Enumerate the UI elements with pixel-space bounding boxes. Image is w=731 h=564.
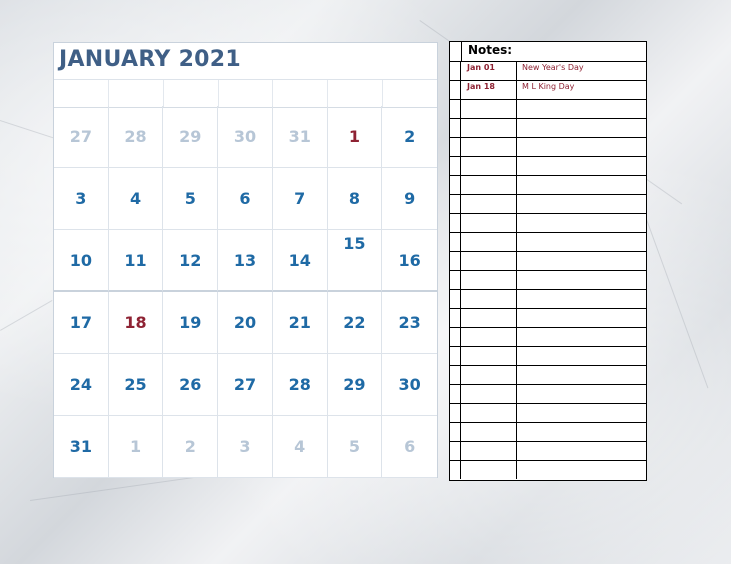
- calendar-day-cell[interactable]: 22: [328, 292, 383, 354]
- notes-row-gutter: [450, 271, 461, 289]
- notes-row-gutter: [450, 81, 461, 99]
- notes-row-gutter: [450, 176, 461, 194]
- notes-text-cell[interactable]: [517, 347, 646, 365]
- calendar-day-cell[interactable]: 29: [328, 354, 383, 416]
- notes-text-cell[interactable]: [517, 328, 646, 346]
- notes-date-cell[interactable]: [461, 404, 517, 422]
- paper-crease: [639, 200, 708, 388]
- calendar-day-cell[interactable]: 15: [328, 230, 383, 292]
- notes-row-gutter: [450, 309, 461, 327]
- notes-text-cell[interactable]: M L King Day: [522, 82, 575, 91]
- notes-panel: [449, 41, 647, 481]
- calendar-day-cell[interactable]: 31: [273, 106, 328, 168]
- calendar-day-cell[interactable]: 3: [54, 168, 109, 230]
- notes-text-cell[interactable]: [517, 138, 646, 156]
- notes-row[interactable]: [450, 403, 646, 422]
- notes-text-cell[interactable]: [517, 385, 646, 403]
- notes-row-gutter: [450, 119, 461, 137]
- calendar-day-cell[interactable]: 7: [273, 168, 328, 230]
- notes-text-cell[interactable]: [517, 271, 646, 289]
- calendar-day-cell[interactable]: 16: [382, 230, 437, 292]
- notes-date-cell[interactable]: [461, 328, 517, 346]
- calendar-day-cell[interactable]: 28: [273, 354, 328, 416]
- notes-row-gutter: [450, 138, 461, 156]
- notes-row[interactable]: [450, 384, 646, 403]
- calendar-title: JANUARY 2021: [59, 47, 241, 72]
- notes-row[interactable]: [450, 137, 646, 156]
- notes-text-cell[interactable]: [517, 252, 646, 270]
- notes-date-cell[interactable]: Jan 01: [461, 62, 517, 80]
- notes-row-gutter: [450, 404, 461, 422]
- calendar-day-cell[interactable]: 1: [328, 106, 383, 168]
- notes-text-cell[interactable]: [517, 309, 646, 327]
- notes-text-cell[interactable]: [517, 214, 646, 232]
- notes-date-cell[interactable]: [461, 119, 517, 137]
- calendar-day-cell[interactable]: 18: [109, 292, 164, 354]
- notes-row[interactable]: [450, 61, 646, 80]
- weekday-header-cell: [164, 80, 219, 107]
- calendar-day-cell[interactable]: 13: [218, 230, 273, 292]
- calendar-day-cell[interactable]: 21: [273, 292, 328, 354]
- notes-date-cell[interactable]: [461, 252, 517, 270]
- notes-date-cell[interactable]: [461, 385, 517, 403]
- notes-date-cell[interactable]: [461, 157, 517, 175]
- notes-row[interactable]: [450, 156, 646, 175]
- notes-text-cell[interactable]: [517, 157, 646, 175]
- calendar-day-cell[interactable]: 4: [109, 168, 164, 230]
- notes-text-cell[interactable]: [517, 290, 646, 308]
- notes-row[interactable]: [450, 365, 646, 384]
- weekday-header-cell: [383, 80, 437, 107]
- calendar-day-cell[interactable]: 14: [273, 230, 328, 292]
- weekday-header-cell: [109, 80, 164, 107]
- notes-text-cell[interactable]: [517, 423, 646, 441]
- notes-header: [461, 42, 646, 61]
- notes-row-gutter: [450, 461, 461, 479]
- notes-date-cell[interactable]: Jan 18: [461, 81, 517, 99]
- notes-date-cell[interactable]: [461, 423, 517, 441]
- calendar-day-cell[interactable]: 25: [109, 354, 164, 416]
- paper-crease: [0, 300, 52, 331]
- notes-date-cell[interactable]: [461, 195, 517, 213]
- weekday-header-row: [54, 79, 437, 108]
- notes-row[interactable]: [450, 422, 646, 441]
- notes-row-gutter: [450, 290, 461, 308]
- calendar-day-cell[interactable]: 5: [163, 168, 218, 230]
- notes-row-gutter: [450, 385, 461, 403]
- notes-text-cell[interactable]: [517, 233, 646, 251]
- calendar-day-cell[interactable]: 2: [382, 106, 437, 168]
- notes-date-cell[interactable]: [461, 442, 517, 460]
- notes-row[interactable]: [450, 175, 646, 194]
- calendar-day-cell[interactable]: 19: [163, 292, 218, 354]
- notes-row[interactable]: [450, 80, 646, 99]
- notes-row-gutter: [450, 252, 461, 270]
- notes-row-gutter: [450, 157, 461, 175]
- notes-date-cell[interactable]: [461, 233, 517, 251]
- notes-text-cell[interactable]: [517, 100, 646, 118]
- notes-row-gutter: [450, 423, 461, 441]
- calendar-day-cell[interactable]: 4: [273, 416, 328, 478]
- notes-row-gutter: [450, 347, 461, 365]
- notes-row[interactable]: [450, 118, 646, 137]
- calendar-day-cell[interactable]: 17: [54, 292, 109, 354]
- weekday-header-cell: [54, 80, 109, 107]
- notes-date-cell[interactable]: [461, 290, 517, 308]
- notes-row-gutter: [450, 195, 461, 213]
- calendar-day-cell[interactable]: 1: [109, 416, 164, 478]
- notes-row[interactable]: [450, 346, 646, 365]
- notes-text-cell[interactable]: [517, 442, 646, 460]
- calendar-day-cell[interactable]: 5: [328, 416, 383, 478]
- weekday-header-cell: [219, 80, 274, 107]
- calendar-day-cell[interactable]: 27: [218, 354, 273, 416]
- calendar-day-cell[interactable]: 8: [328, 168, 383, 230]
- notes-row[interactable]: [450, 270, 646, 289]
- notes-title: Notes:: [468, 43, 513, 57]
- notes-date-cell[interactable]: [461, 309, 517, 327]
- notes-text-cell[interactable]: [517, 366, 646, 384]
- calendar-day-cell[interactable]: 3: [218, 416, 273, 478]
- notes-text-cell[interactable]: [517, 461, 646, 479]
- weekday-header-cell: [273, 80, 328, 107]
- calendar-day-cell[interactable]: 29: [163, 106, 218, 168]
- notes-text-cell[interactable]: [517, 195, 646, 213]
- notes-list: [450, 61, 646, 479]
- notes-date-cell[interactable]: [461, 461, 517, 479]
- calendar-day-cell[interactable]: 10: [54, 230, 109, 292]
- notes-row[interactable]: [450, 308, 646, 327]
- calendar-day-cell[interactable]: 30: [218, 106, 273, 168]
- notes-row[interactable]: [450, 460, 646, 479]
- notes-date-cell[interactable]: [461, 214, 517, 232]
- notes-text-cell[interactable]: New Year's Day: [522, 63, 584, 72]
- notes-row-gutter: [450, 214, 461, 232]
- calendar-day-cell[interactable]: 11: [109, 230, 164, 292]
- calendar-day-cell[interactable]: 26: [163, 354, 218, 416]
- calendar-day-cell[interactable]: 28: [109, 106, 164, 168]
- calendar-day-cell[interactable]: 2: [163, 416, 218, 478]
- notes-row-gutter: [450, 62, 461, 80]
- notes-row[interactable]: [450, 232, 646, 251]
- calendar-day-cell[interactable]: 30: [382, 354, 437, 416]
- calendar-day-cell[interactable]: 23: [382, 292, 437, 354]
- notes-row-gutter: [450, 100, 461, 118]
- notes-row[interactable]: [450, 327, 646, 346]
- calendar-day-cell[interactable]: 6: [218, 168, 273, 230]
- notes-date-cell[interactable]: [461, 138, 517, 156]
- notes-row[interactable]: [450, 194, 646, 213]
- calendar-day-cell[interactable]: 31: [54, 416, 109, 478]
- notes-text-cell[interactable]: [517, 176, 646, 194]
- notes-date-cell[interactable]: [461, 271, 517, 289]
- calendar-grid: [54, 106, 437, 478]
- calendar-day-cell[interactable]: 12: [163, 230, 218, 292]
- calendar-day-cell[interactable]: 27: [54, 106, 109, 168]
- notes-row[interactable]: [450, 251, 646, 270]
- notes-row-gutter: [450, 233, 461, 251]
- notes-date-cell[interactable]: [461, 176, 517, 194]
- notes-date-cell[interactable]: [461, 366, 517, 384]
- notes-text-cell[interactable]: [517, 404, 646, 422]
- notes-row[interactable]: [450, 213, 646, 232]
- calendar-day-cell[interactable]: 20: [218, 292, 273, 354]
- calendar-day-cell[interactable]: 6: [382, 416, 437, 478]
- calendar-day-cell[interactable]: 24: [54, 354, 109, 416]
- notes-row[interactable]: [450, 99, 646, 118]
- notes-row-gutter: [450, 442, 461, 460]
- notes-date-cell[interactable]: [461, 100, 517, 118]
- notes-row[interactable]: [450, 289, 646, 308]
- notes-row[interactable]: [450, 441, 646, 460]
- notes-date-cell[interactable]: [461, 347, 517, 365]
- notes-row-gutter: [450, 366, 461, 384]
- calendar-panel: [53, 42, 438, 478]
- notes-text-cell[interactable]: [517, 119, 646, 137]
- weekday-header-cell: [328, 80, 383, 107]
- notes-row-gutter: [450, 328, 461, 346]
- calendar-day-cell[interactable]: 9: [382, 168, 437, 230]
